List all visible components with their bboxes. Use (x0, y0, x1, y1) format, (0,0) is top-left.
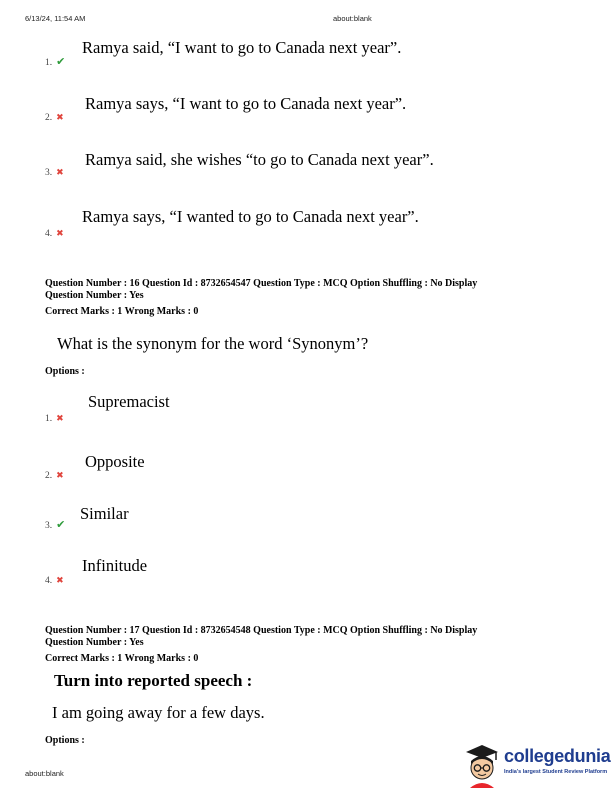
q16-option-2-text: Opposite (85, 452, 145, 471)
q17-options-label: Options : (45, 735, 85, 746)
footer-url: about:blank (25, 769, 64, 778)
q16-option-4-text: Infinitude (82, 556, 148, 575)
prev-option-4-text: Ramya says, “I wanted to go to Canada next year”. (82, 207, 419, 226)
q17-meta-line1: Question Number : 17 Question Id : 8732654548 Question Type : MCQ Option Shuffling : No Display (45, 625, 478, 636)
wrong-cross-icon: ✖ (56, 470, 64, 480)
q16-option-2-number: 2. ✖ (45, 470, 64, 481)
q16-meta-line3: Correct Marks : 1 Wrong Marks : 0 (45, 306, 199, 317)
q16-option-1-number: 1. ✖ (45, 413, 64, 424)
q16-option-4-number: 4. ✖ (45, 575, 64, 586)
correct-check-icon: ✔ (56, 56, 66, 68)
prev-option-2-text: Ramya says, “I want to go to Canada next year”. (85, 94, 407, 113)
logo-tagline: India's largest Student Review Platform (504, 769, 608, 775)
q17-meta-line3: Correct Marks : 1 Wrong Marks : 0 (45, 653, 199, 664)
q16-meta-line1: Question Number : 16 Question Id : 8732654547 Question Type : MCQ Option Shuffling : No Display (45, 278, 478, 289)
collegedunia-logo (462, 742, 612, 788)
wrong-cross-icon: ✖ (56, 413, 64, 423)
wrong-cross-icon: ✖ (56, 167, 64, 177)
wrong-cross-icon: ✖ (56, 575, 64, 585)
prev-option-3-text: Ramya said, she wishes “to go to Canada next year”. (85, 150, 434, 169)
logo-name: collegedunia (504, 746, 611, 766)
correct-check-icon: ✔ (56, 519, 66, 531)
wrong-cross-icon: ✖ (56, 228, 64, 238)
q17-heading: Turn into reported speech : (54, 671, 253, 690)
q16-meta-line2: Question Number : Yes (45, 290, 144, 301)
q17-question-text: I am going away for a few days. (52, 703, 265, 722)
prev-option-4-number: 4. ✖ (45, 228, 64, 239)
print-url: about:blank (333, 14, 372, 23)
wrong-cross-icon: ✖ (56, 112, 64, 122)
q16-option-3-text: Similar (80, 504, 129, 523)
prev-option-1-number: 1. ✔ (45, 56, 66, 68)
q16-option-3-number: 3. ✔ (45, 519, 66, 531)
prev-option-3-number: 3. ✖ (45, 167, 64, 178)
mascot-icon (462, 742, 502, 788)
q16-question-text: What is the synonym for the word ‘Synonym’? (57, 334, 369, 353)
q16-option-1-text: Supremacist (88, 392, 170, 411)
q17-meta-line2: Question Number : Yes (45, 637, 144, 648)
print-datetime: 6/13/24, 11:54 AM (25, 14, 86, 23)
q16-options-label: Options : (45, 366, 85, 377)
prev-option-1-text: Ramya said, “I want to go to Canada next year”. (82, 38, 402, 57)
prev-option-2-number: 2. ✖ (45, 112, 64, 123)
